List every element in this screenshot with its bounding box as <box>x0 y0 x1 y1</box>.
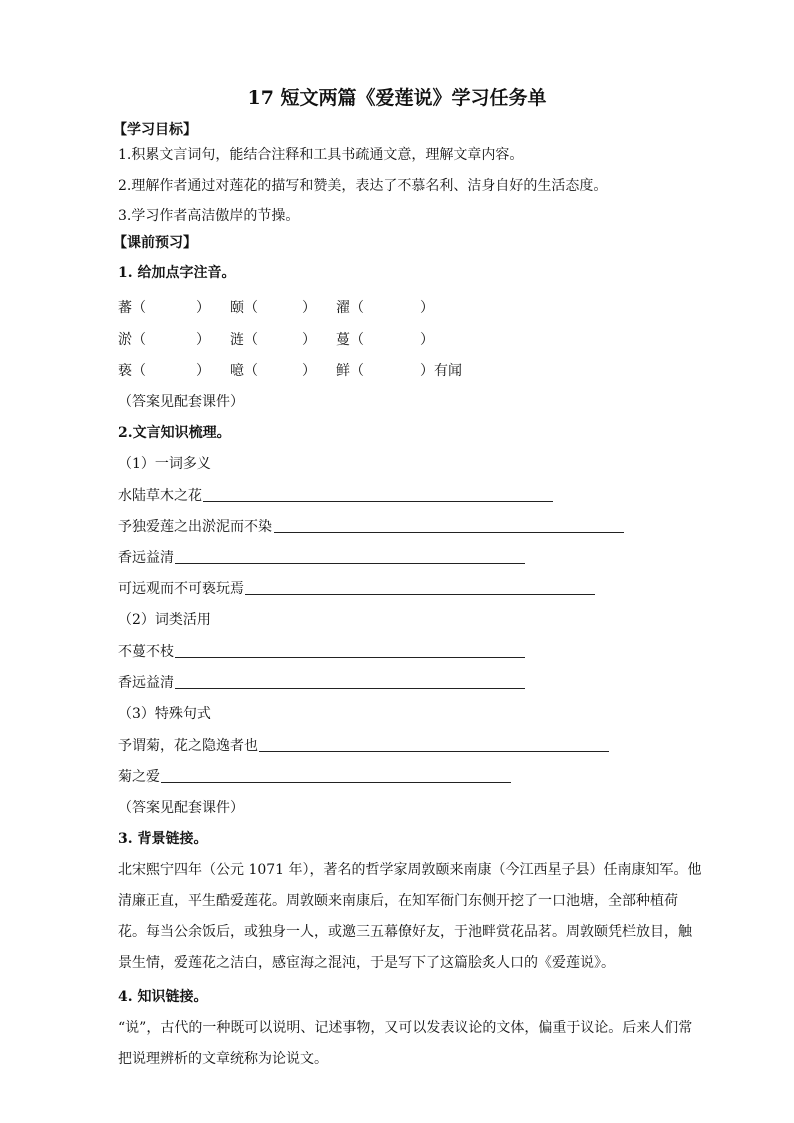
pinyin-char: 噫（ <box>230 363 258 379</box>
pinyin-suffix: 有闻 <box>434 363 462 379</box>
pinyin-paren: ） <box>420 363 434 379</box>
pinyin-row <box>0 361 794 381</box>
phrase-label: 水陆草木之花 <box>118 488 202 504</box>
answer-note: （答案见配套课件） <box>118 394 244 410</box>
page-title: 17 短文两篇《爱莲说》学习任务单 <box>247 87 547 109</box>
pinyin-row <box>0 298 794 318</box>
background-paragraph: 北宋熙宁四年（公元 1071 年），著名的哲学家周敦颐来南康（今江西星子县）任南康知军。他清廉正直，平生酷爱莲花。周敦颐来南康后，在知军衙门东侧开挖了一口池塘，全部种植荷花。每当公余饭后，或独身一人，或邀三五幕僚好友，于池畔赏花品茗。周敦颐凭栏放目，触景生情，爱莲花之洁白，感宦海之混沌，于是写下了这篇脍炙人口的《爱莲说》。 <box>118 862 702 971</box>
question-2-title: 2.文言知识梳理。 <box>118 425 231 441</box>
answer-blank[interactable] <box>175 657 525 658</box>
subsection-special-syntax: （3）特殊句式 <box>118 706 211 722</box>
pinyin-char: 亵（ <box>118 363 146 379</box>
pinyin-paren: ） <box>302 363 316 379</box>
objective-item: 3.学习作者高洁傲岸的节操。 <box>118 208 300 224</box>
pinyin-char: 涟（ <box>230 332 258 348</box>
phrase-label: 香远益清 <box>118 550 174 566</box>
phrase-label: 予谓菊，花之隐逸者也 <box>118 738 258 754</box>
pinyin-char: 鲜（ <box>336 363 364 379</box>
subsection-word-class: （2）词类活用 <box>118 612 211 628</box>
answer-blank[interactable] <box>245 594 595 595</box>
pinyin-paren: ） <box>420 300 434 316</box>
objective-item: 2.理解作者通过对莲花的描写和赞美，表达了不慕名利、洁身自好的生活态度。 <box>118 178 608 194</box>
phrase-label: 香远益清 <box>118 675 174 691</box>
pinyin-char: 蕃（ <box>118 300 146 316</box>
phrase-label: 不蔓不枝 <box>118 644 174 660</box>
pinyin-paren: ） <box>302 300 316 316</box>
answer-blank[interactable] <box>161 782 511 783</box>
pinyin-char: 颐（ <box>230 300 258 316</box>
pinyin-paren: ） <box>420 332 434 348</box>
question-1-title: 1. 给加点字注音。 <box>118 265 236 281</box>
answer-note: （答案见配套课件） <box>118 800 244 816</box>
pinyin-char: 蔓（ <box>336 332 364 348</box>
pinyin-char: 濯（ <box>336 300 364 316</box>
answer-blank[interactable] <box>203 501 553 502</box>
question-3-title: 3. 背景链接。 <box>118 831 208 847</box>
phrase-label: 予独爱莲之出淤泥而不染 <box>118 519 272 535</box>
pinyin-paren: ） <box>302 332 316 348</box>
phrase-label: 可远观而不可亵玩焉 <box>118 581 244 597</box>
preview-header: 【课前预习】 <box>113 235 197 251</box>
pinyin-row <box>0 330 794 350</box>
answer-blank[interactable] <box>175 688 525 689</box>
pinyin-char: 淤（ <box>118 332 146 348</box>
phrase-label: 菊之爱 <box>118 769 160 785</box>
knowledge-paragraph: “说”，古代的一种既可以说明、记述事物，又可以发表议论的文体，偏重于议论。后来人们常把说理辨析的文章统称为论说文。 <box>118 1020 693 1067</box>
objectives-header: 【学习目标】 <box>113 122 197 138</box>
objective-item: 1.积累文言词句，能结合注释和工具书疏通文意，理解文章内容。 <box>118 147 524 163</box>
pinyin-paren: ） <box>196 363 210 379</box>
answer-blank[interactable] <box>259 751 609 752</box>
answer-blank[interactable] <box>274 532 624 533</box>
question-4-title: 4. 知识链接。 <box>118 989 208 1005</box>
pinyin-paren: ） <box>196 300 210 316</box>
answer-blank[interactable] <box>175 563 525 564</box>
pinyin-paren: ） <box>196 332 210 348</box>
subsection-polysemy: （1）一词多义 <box>118 456 211 472</box>
